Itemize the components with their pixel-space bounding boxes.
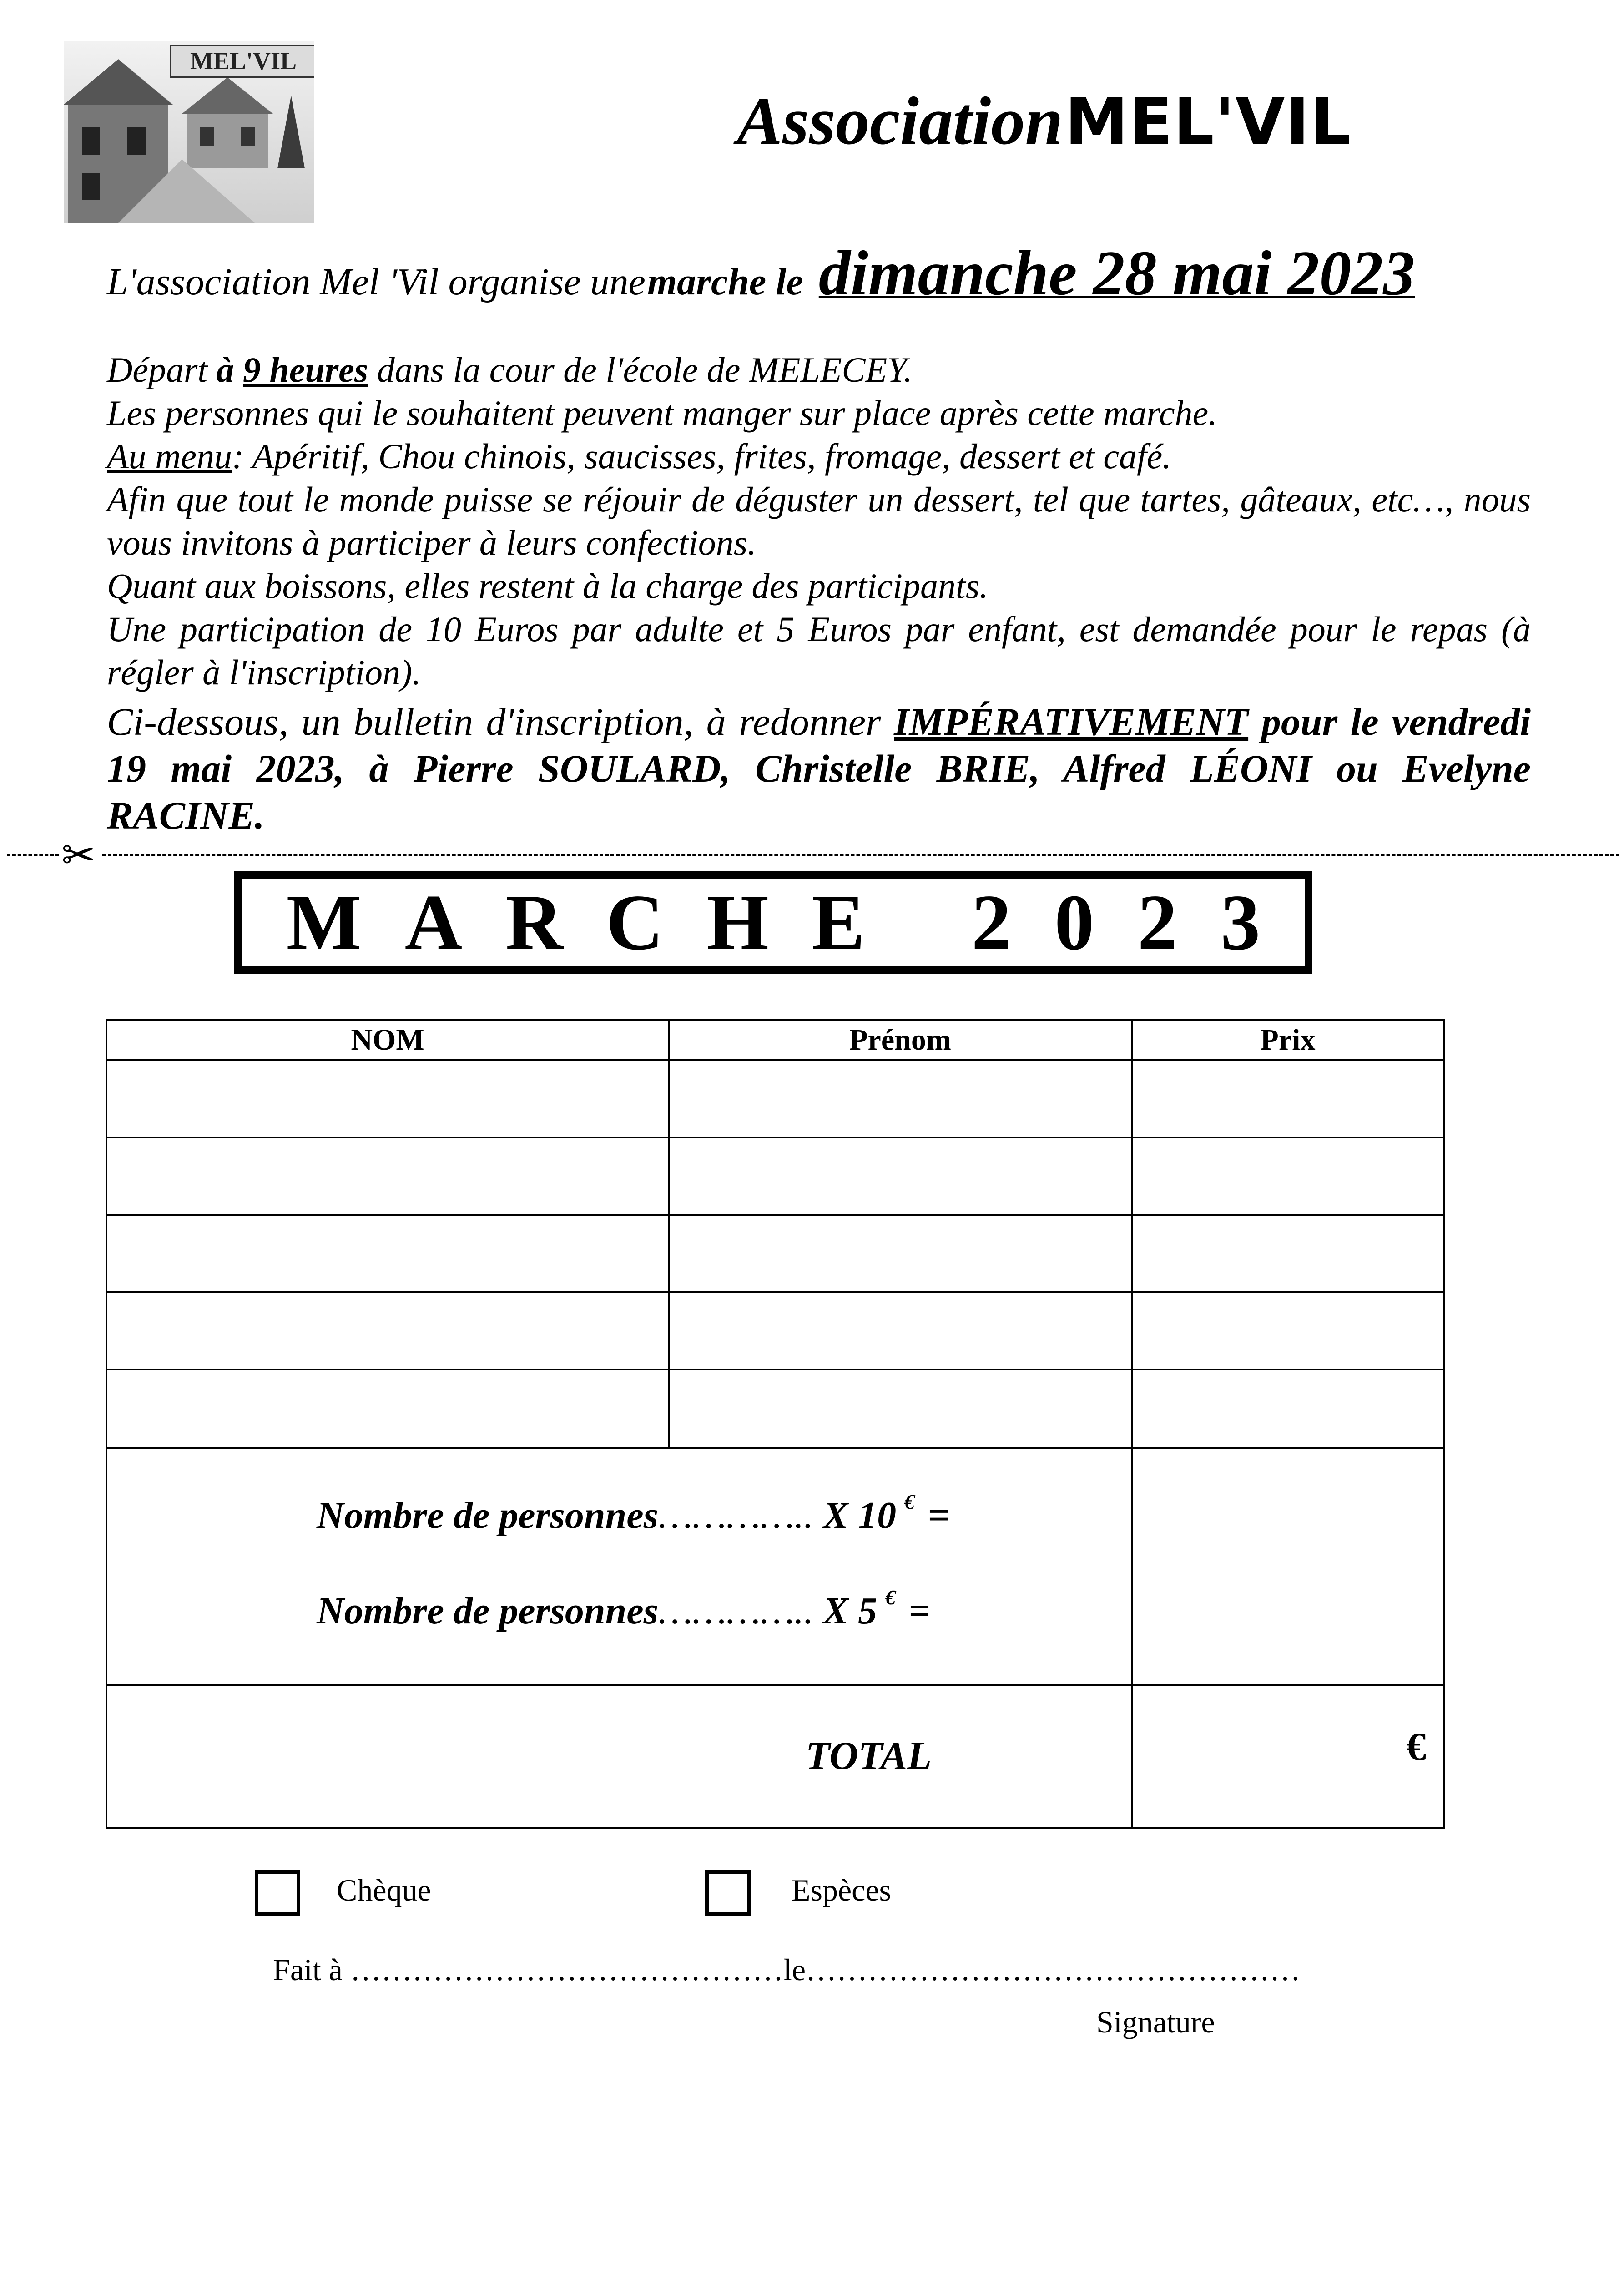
prenom-field-3[interactable] [670, 1216, 1131, 1291]
calc-mult-child: X 5 [823, 1590, 878, 1632]
deadline-bold: pour le vendredi 19 mai 2023, à Pierre SOULARD, Christelle BRIE, Alfred LÉONI ou Evelyne RACINE. [107, 700, 1531, 837]
calc-eq-child: = [908, 1590, 930, 1632]
deadline-prefix: Ci-dessous, un bulletin d'inscription, à redonner [107, 700, 881, 743]
intro-text: L'association Mel 'Vil organise une [107, 261, 646, 303]
cut-line [0, 831, 1624, 879]
nom-field-2[interactable] [107, 1138, 668, 1214]
page-title [737, 82, 1352, 160]
cut-dash-right [102, 854, 1619, 856]
prix-field-2[interactable] [1133, 1138, 1443, 1214]
deadline-emphasis: IMPÉRATIVEMENT [894, 700, 1249, 743]
calc-dots-adult[interactable]: ………….. [658, 1494, 823, 1537]
calc-euro-adult: € [904, 1490, 915, 1513]
especes-label: Espèces [792, 1873, 892, 1907]
form-title-box [234, 871, 1312, 974]
intro-line [107, 237, 1415, 310]
cheque-label: Chèque [337, 1873, 431, 1907]
nom-field-4[interactable] [107, 1293, 668, 1369]
cut-dash-left [7, 854, 59, 856]
association-logo [64, 41, 314, 223]
dessert-line: Afin que tout le monde puisse se réjouir de déguster un dessert, tel que tartes, gâteaux, etc…, nous vous invitons à participer à leurs confections. [107, 480, 1531, 562]
scissors-icon: ✂ [61, 831, 96, 879]
prenom-field-5[interactable] [670, 1370, 1131, 1447]
calc-dots-child[interactable]: ………….. [658, 1590, 823, 1632]
cheque-checkbox[interactable] [255, 1870, 300, 1916]
logo-text: MEL'VIL [190, 47, 297, 75]
registration-table [106, 1019, 1445, 1829]
nom-field-3[interactable] [107, 1216, 668, 1291]
calc-mult-adult: X 10 [823, 1494, 897, 1537]
info-paragraphs [107, 348, 1531, 839]
prenom-field-1[interactable] [670, 1061, 1131, 1137]
nom-field-1[interactable] [107, 1061, 668, 1137]
total-currency: € [1406, 1725, 1426, 1769]
drinks-line: Quant aux boissons, elles restent à la charge des participants. [107, 566, 989, 606]
prenom-field-2[interactable] [670, 1138, 1131, 1214]
calc-line-child [317, 1585, 930, 1633]
form-title: MARCHE 2023 [286, 878, 1304, 966]
calc-label-child: Nombre de personnes [317, 1590, 659, 1632]
header-prenom: Prénom [849, 1023, 951, 1057]
prix-field-1[interactable] [1133, 1061, 1443, 1137]
menu-line [107, 435, 1531, 478]
place-date-field[interactable]: Fait à ……………………………………le………………………………………… [273, 1952, 1301, 1987]
prenom-field-4[interactable] [670, 1293, 1131, 1369]
deadline-line [107, 698, 1531, 839]
nom-field-5[interactable] [107, 1370, 668, 1447]
especes-checkbox[interactable] [705, 1870, 751, 1916]
total-field[interactable] [1133, 1686, 1443, 1829]
prix-field-4[interactable] [1133, 1293, 1443, 1369]
intro-bold: marche le [647, 261, 803, 303]
total-label: TOTAL [806, 1734, 932, 1778]
depart-bold: à [216, 350, 234, 389]
calc-price-field[interactable] [1133, 1449, 1443, 1684]
event-date: dimanche 28 mai 2023 [818, 238, 1415, 308]
title-association-word: Association [737, 83, 1063, 159]
header-prix: Prix [1260, 1023, 1316, 1057]
calc-eq-adult: = [928, 1494, 949, 1537]
title-association-name: MEL'VIL [1064, 85, 1352, 159]
header-nom: NOM [351, 1023, 424, 1057]
price-line: Une participation de 10 Euros par adulte et 5 Euros par enfant, est demandée pour le repas (à régler à l'inscription). [107, 609, 1531, 692]
calc-label-adult: Nombre de personnes [317, 1494, 659, 1537]
signature-label: Signature [1096, 2005, 1215, 2039]
meal-line: Les personnes qui le souhaitent peuvent manger sur place après cette marche. [107, 393, 1217, 433]
prix-field-5[interactable] [1133, 1370, 1443, 1447]
depart-suffix: dans la cour de l'école de MELECEY. [377, 350, 913, 389]
calc-euro-child: € [885, 1586, 896, 1609]
depart-prefix: Départ [107, 350, 207, 389]
menu-text: : Apéritif, Chou chinois, saucisses, frites, fromage, dessert et café. [232, 436, 1171, 476]
depart-line [107, 348, 1531, 391]
prix-field-3[interactable] [1133, 1216, 1443, 1291]
calc-line-adult [317, 1490, 949, 1537]
menu-label: Au menu [107, 436, 232, 476]
depart-time: 9 heures [242, 350, 368, 389]
